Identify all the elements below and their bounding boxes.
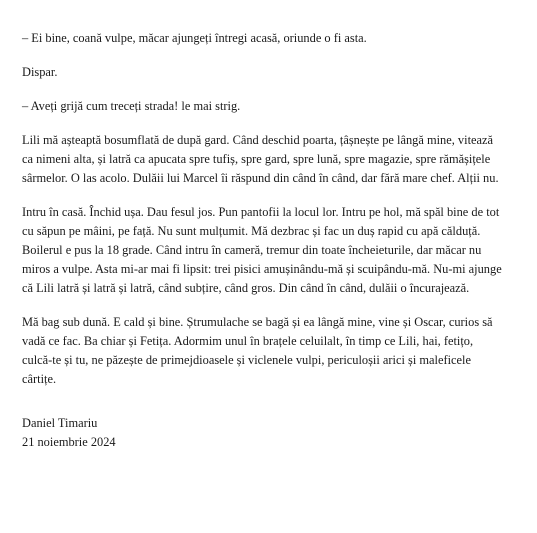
text-line: culcă-te și tu, ne păzește de primejdioasele și viclenele vulpi, periculoșii arici și maleficele	[22, 353, 471, 367]
document-page	[22, 29, 514, 452]
text-line: – Ei bine, coană vulpe, măcar ajungeți întregi acasă, oriunde o fi asta.	[22, 31, 367, 45]
author-name: Daniel Timariu	[22, 416, 98, 430]
signature-block	[22, 414, 514, 452]
text-line: sârmelor. O las acolo. Dulăii lui Marcel îi răspund din când în când, dar fără mare chef. Alții nu.	[22, 171, 499, 185]
paragraph-dialogue-2	[22, 97, 514, 116]
text-line: miros a vulpe. Asta mi-ar mai fi lipsit: trei pisici amușinându-mă și scuipându-mă. Nu-mi ajunge	[22, 262, 502, 276]
paragraph-lili	[22, 131, 514, 188]
paragraph-sub-duna	[22, 313, 514, 389]
text-line: Lili mă așteaptă bosumflată de după gard. Când deschid poarta, țâșnește pe lângă mine, vitează	[22, 133, 494, 147]
text-line: că Lili latră și latră și latră, când subțire, când gros. Din când în când, dulăii o încurajează.	[22, 281, 470, 295]
text-line: – Aveți grijă cum treceți strada! le mai strig.	[22, 99, 241, 113]
paragraph-dispar	[22, 63, 514, 82]
text-line: vadă ce fac. Ba chiar și Fetița. Adormim unul în brațele celuilalt, în timp ce Lili, hai, fetițo,	[22, 334, 474, 348]
text-line: Mă bag sub dună. E cald și bine. Ștrumulache se bagă și ea lângă mine, vine și Oscar, curios să	[22, 315, 493, 329]
signature-date: 21 noiembrie 2024	[22, 435, 116, 449]
text-line: Boilerul e pus la 18 grade. Când intru în cameră, tremur din toate încheieturile, dar măcar nu	[22, 243, 482, 257]
paragraph-dialogue-1	[22, 29, 514, 48]
text-line: Intru în casă. Închid ușa. Dau fesul jos. Pun pantofii la locul lor. Intru pe hol, mă spăl bine de tot	[22, 205, 500, 219]
text-line: cârtițe.	[22, 372, 57, 386]
text-line: cu săpun pe mâini, pe față. Nu sunt mulțumit. Mă dezbrac și fac un duș rapid cu apă călduță.	[22, 224, 481, 238]
text-line: ca nimeni alta, și latră ca apucata spre tufiș, spre gard, spre lună, spre magazie, spre rămășițele	[22, 152, 491, 166]
paragraph-intru-in-casa	[22, 203, 514, 298]
text-line: Dispar.	[22, 65, 58, 79]
